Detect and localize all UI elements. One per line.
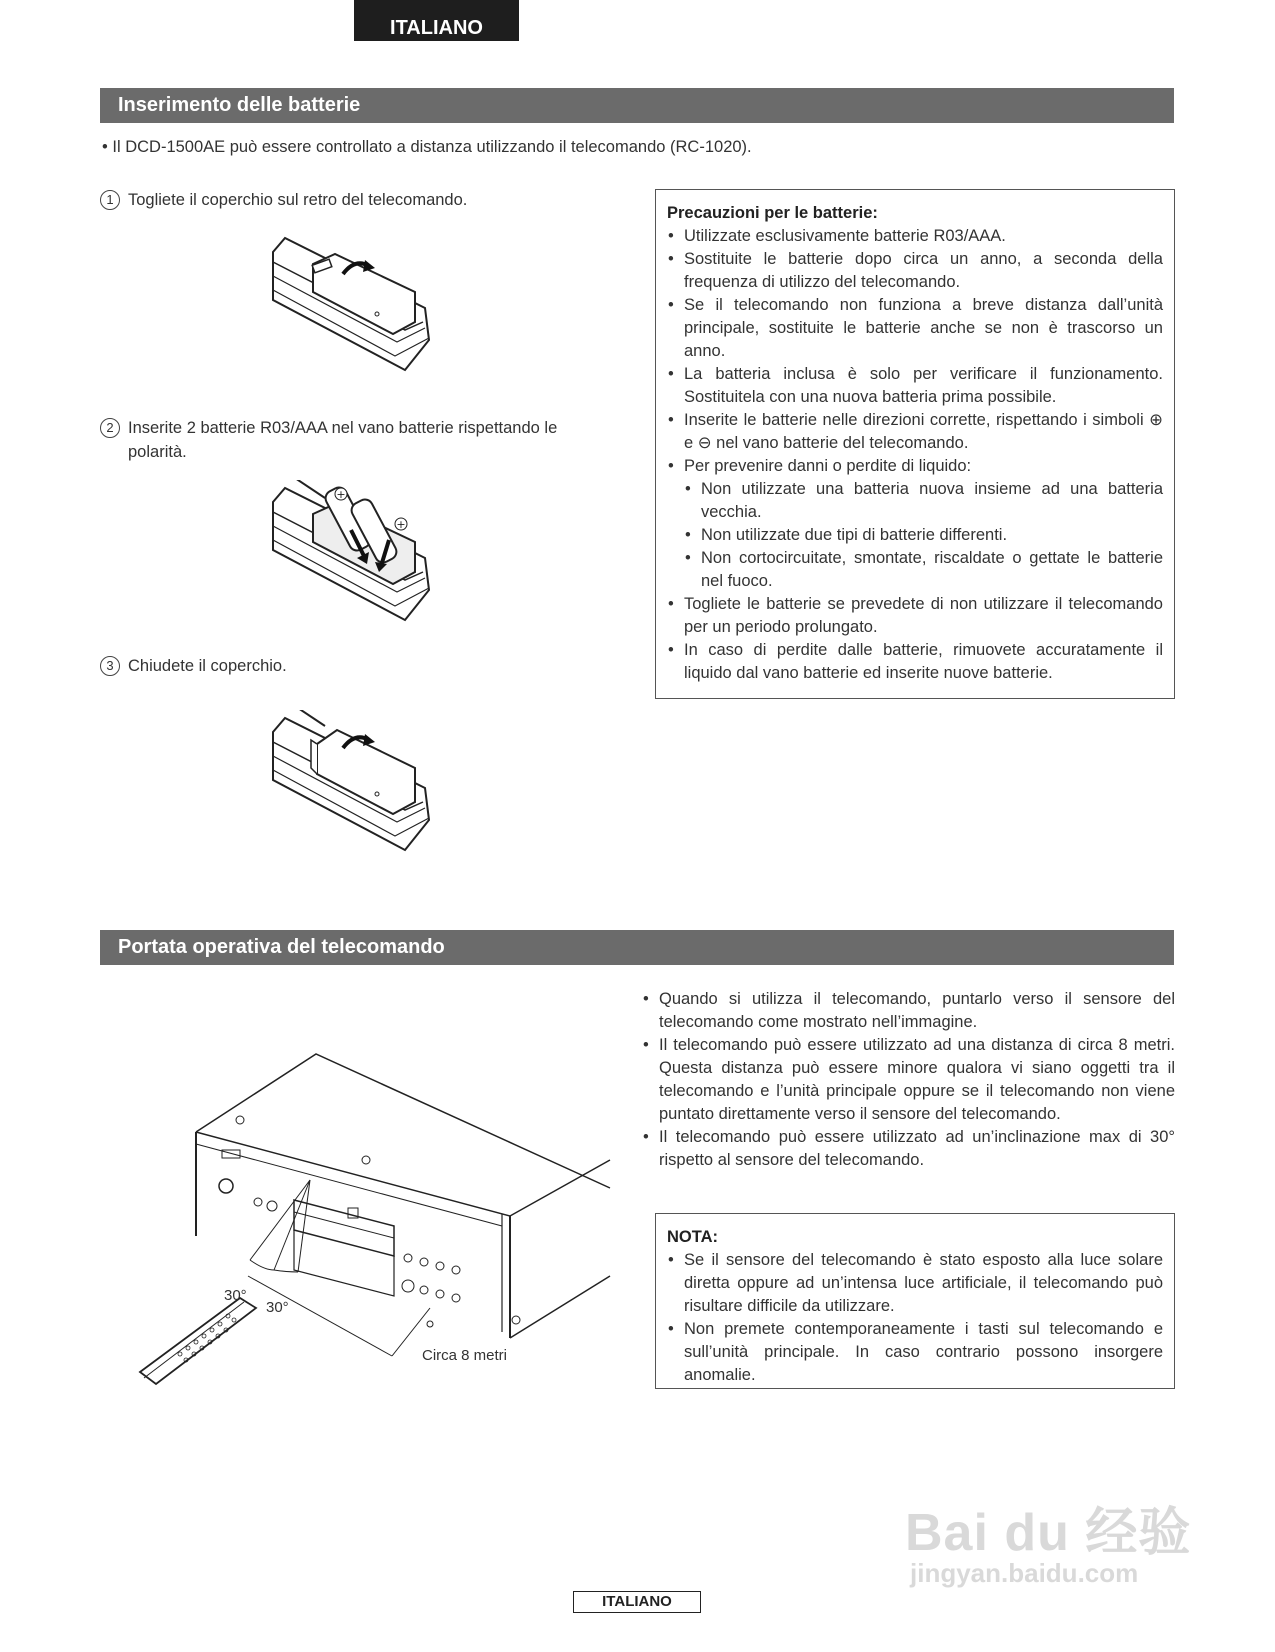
step-3 <box>100 654 618 678</box>
range-list <box>642 988 1175 1172</box>
remote-range-diagram <box>130 1040 620 1400</box>
nota-list <box>667 1249 1163 1387</box>
list-item: • Se il sensore del telecomando è stato esposto alla luce solare diretta oppure ad un’intensa luce artificiale, il telecomando può risultare difficile da utilizzare. <box>667 1249 1163 1318</box>
precautions-box <box>655 189 1175 699</box>
angle-left-label: 30° <box>224 1287 247 1304</box>
list-item: • Inserite le batterie nelle direzioni corrette, rispettando i simboli ⊕ e ⊖ nel vano batterie del telecomando. <box>667 409 1163 455</box>
remote-cover-open-illustration <box>265 230 445 380</box>
list-item: • Il telecomando può essere utilizzato ad un’inclinazione max di 30° rispetto al sensore del telecomando. <box>642 1126 1175 1172</box>
language-tab <box>354 0 519 41</box>
watermark-url: jingyan.baidu.com <box>910 1558 1139 1588</box>
list-item <box>667 455 1163 593</box>
step-number: 1 <box>100 190 120 210</box>
list-item: • Se il telecomando non funziona a breve distanza dall’unità principale, sostituite le batterie anche se non è trascorso un anno. <box>667 294 1163 363</box>
precautions-list <box>667 225 1163 685</box>
svg-text:+: + <box>396 518 406 531</box>
remote-cover-close-illustration <box>265 710 445 860</box>
nota-title: NOTA: <box>667 1228 719 1246</box>
precautions-title: Precauzioni per le batterie: <box>667 204 878 222</box>
range-info <box>642 988 1175 1172</box>
list-item: • Sostituite le batterie dopo circa un anno, a seconda della frequenza di utilizzo del telecomando. <box>667 248 1163 294</box>
step-text: Chiudete il coperchio. <box>128 657 287 675</box>
list-item: • Togliete le batterie se prevedete di non utilizzare il telecomando per un periodo prolungato. <box>667 593 1163 639</box>
distance-label: Circa 8 metri <box>422 1347 508 1364</box>
step-2 <box>100 416 618 464</box>
language-tab-label: ITALIANO <box>390 17 483 39</box>
sub-list-item: • Non utilizzate una batteria nuova insieme ad una batteria vecchia. <box>684 478 1163 524</box>
sub-list-item: • Non cortocircuitate, smontate, riscaldate o gettate le batterie nel fuoco. <box>684 547 1163 593</box>
sub-list-item: • Non utilizzate due tipi di batterie differenti. <box>684 524 1163 547</box>
intro-sentence: Il DCD-1500AE può essere controllato a distanza utilizzando il telecomando (RC-1020). <box>112 138 752 156</box>
list-item: • Non premete contemporaneamente i tasti sul telecomando e sull’unità principale. In caso contrario possono insorgere anomalie. <box>667 1318 1163 1387</box>
watermark-brand: Bai du 经验 <box>905 1504 1192 1562</box>
section-title-range: Portata operativa del telecomando <box>100 930 1174 965</box>
list-item: • La batteria inclusa è solo per verificare il funzionamento. Sostituitela con una nuova batteria prima possibile. <box>667 363 1163 409</box>
list-item-text: Per prevenire danni o perdite di liquido: <box>684 457 972 475</box>
section-title-batteries: Inserimento delle batterie <box>100 88 1174 123</box>
step-number: 3 <box>100 656 120 676</box>
svg-text:+: + <box>336 488 346 501</box>
list-item: • Utilizzate esclusivamente batterie R03/AAA. <box>667 225 1163 248</box>
list-item: • In caso di perdite dalle batterie, rimuovete accuratamente il liquido dal vano batterie ed inserite nuove batterie. <box>667 639 1163 685</box>
step-number: 2 <box>100 418 120 438</box>
battery-insert-illustration <box>265 480 445 630</box>
angle-right-label: 30° <box>266 1299 289 1316</box>
footer-language-tab: ITALIANO <box>573 1591 701 1613</box>
intro-text <box>102 136 1102 159</box>
list-item: • Quando si utilizza il telecomando, puntarlo verso il sensore del telecomando come mostrato nell’immagine. <box>642 988 1175 1034</box>
step-1 <box>100 188 618 212</box>
sub-list <box>684 478 1163 593</box>
step-text: Inserite 2 batterie R03/AAA nel vano batterie rispettando le polarità. <box>128 419 558 461</box>
bullet: • <box>102 138 113 156</box>
step-text: Togliete il coperchio sul retro del telecomando. <box>128 191 468 209</box>
list-item: • Il telecomando può essere utilizzato ad una distanza di circa 8 metri. Questa distanza può essere minore qualora vi siano oggetti tra il telecomando e l’unità principale oppure se il telecomando non viene puntato direttamente verso il sensore del telecomando. <box>642 1034 1175 1126</box>
nota-box <box>655 1213 1175 1389</box>
